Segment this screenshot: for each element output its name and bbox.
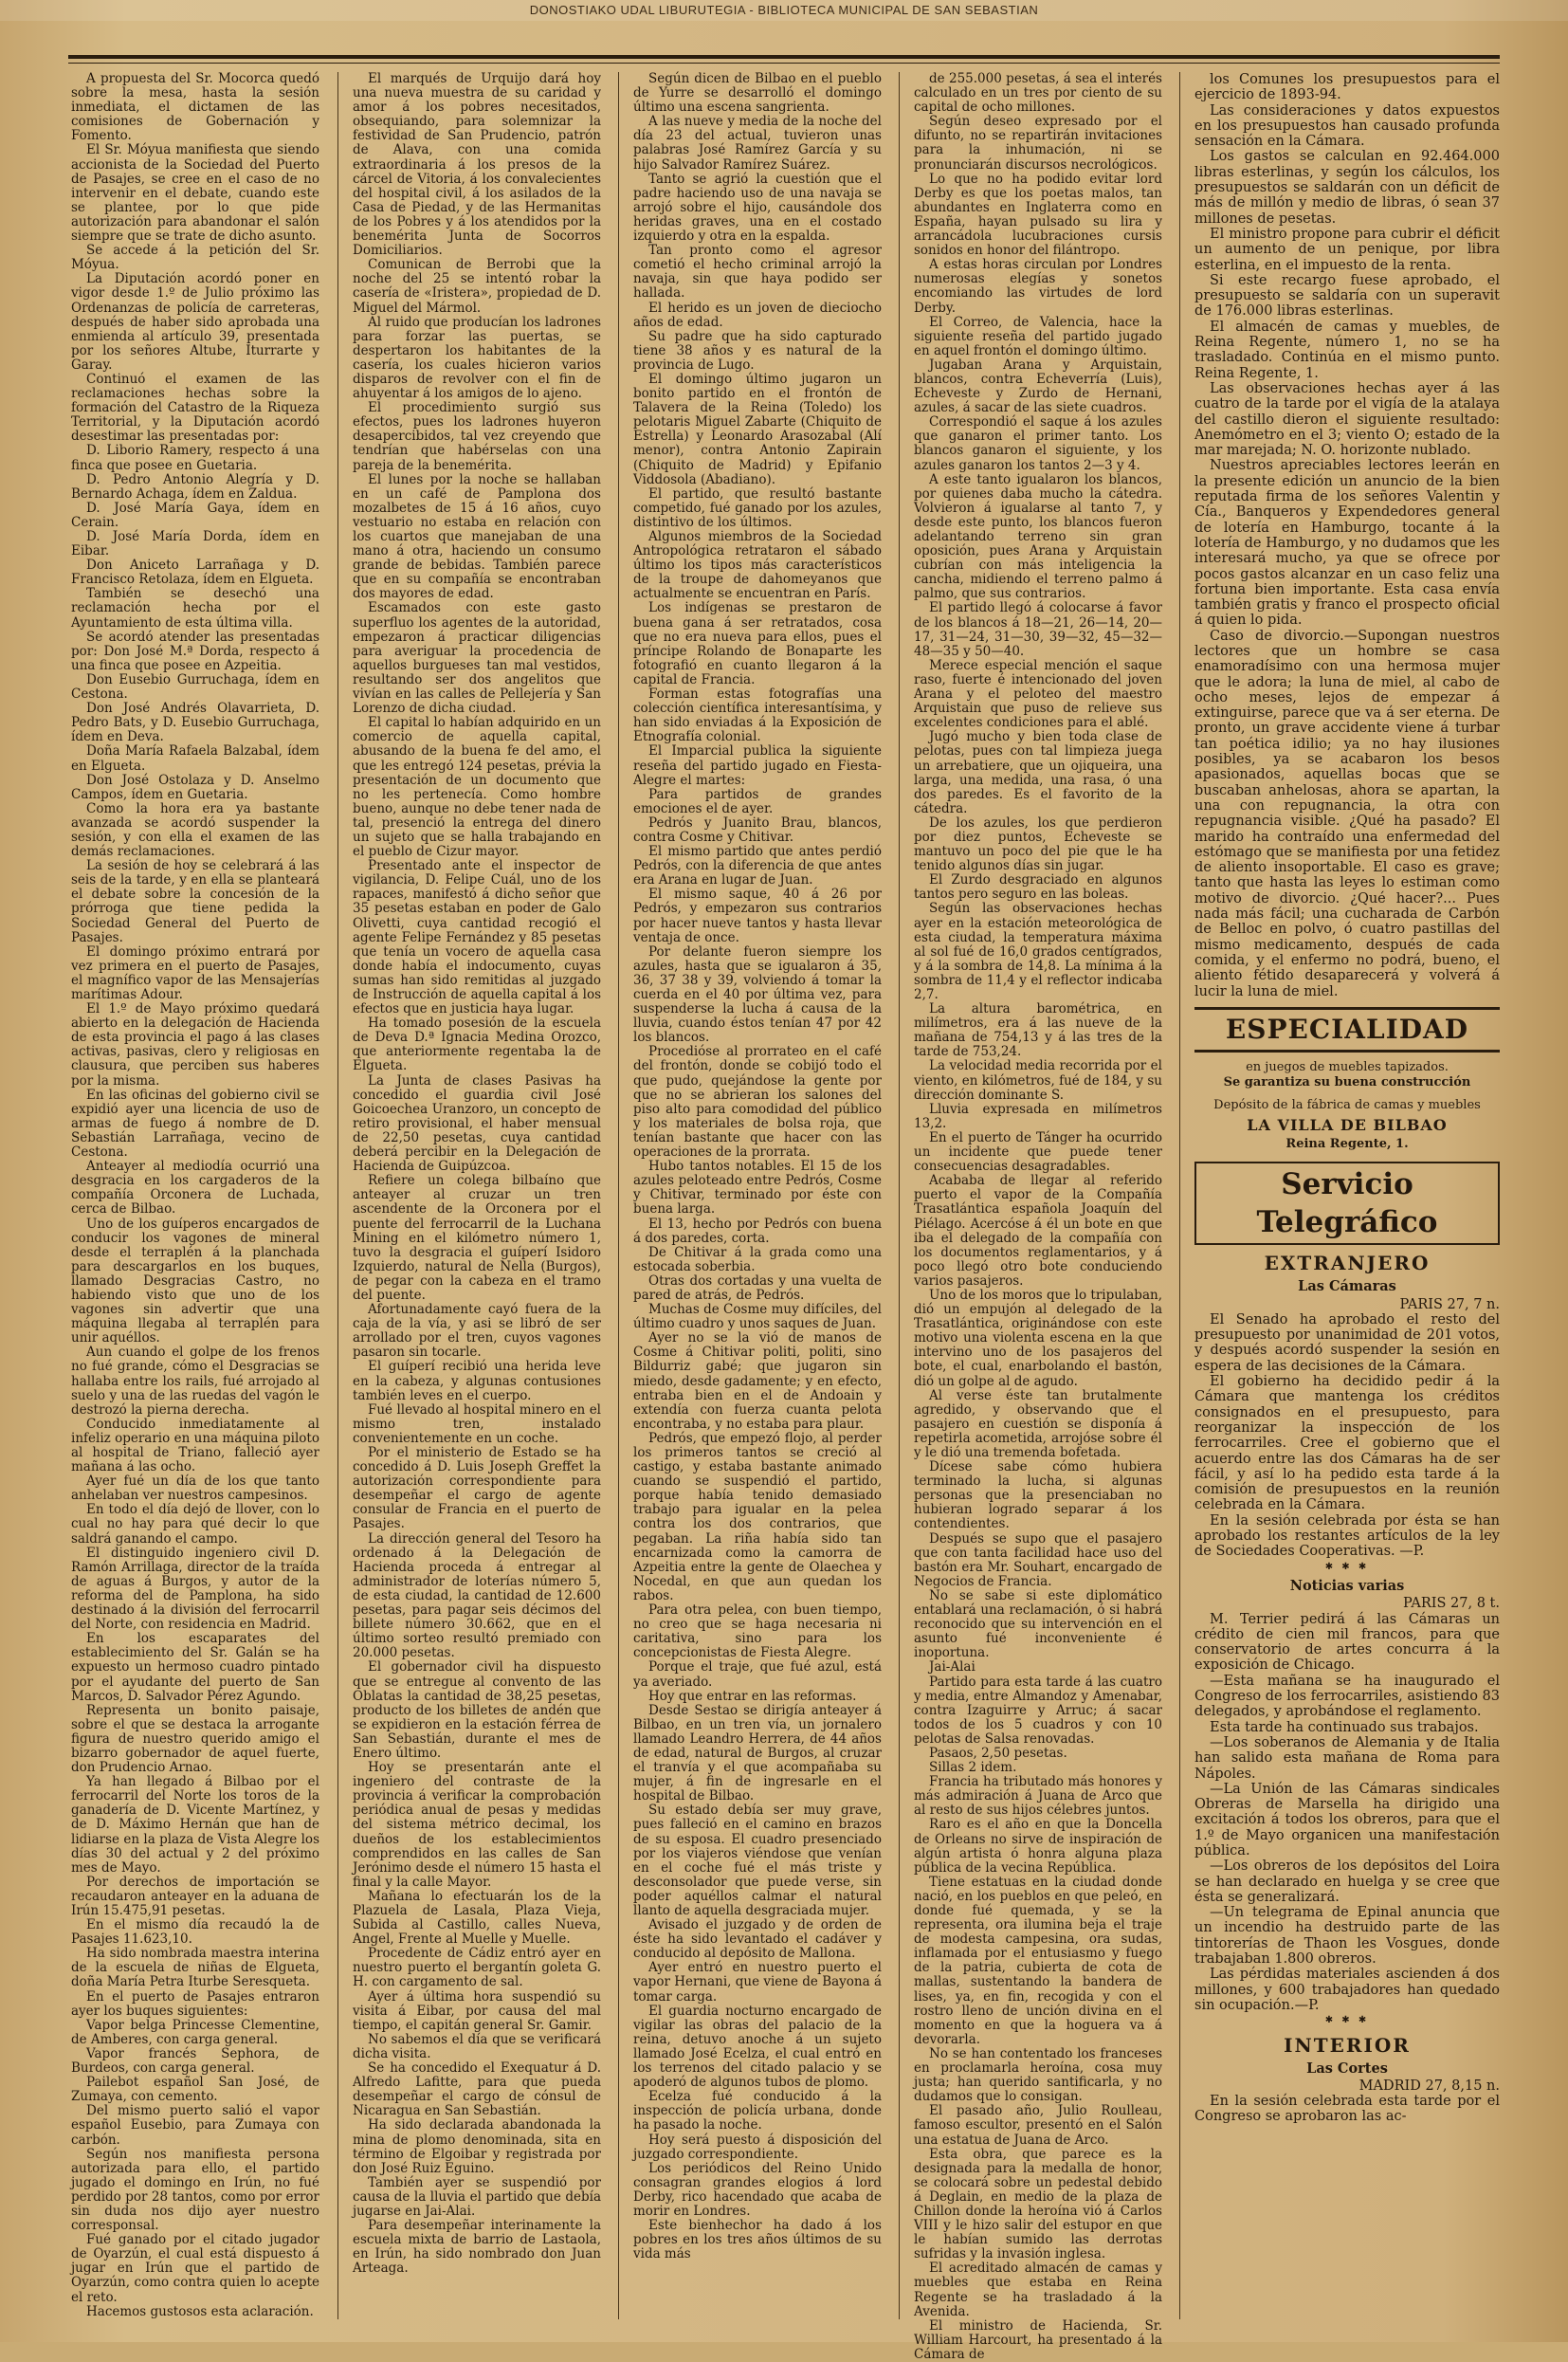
header-rule-thin (68, 63, 1500, 64)
paragraph: A este tanto igualaron los blancos, por quienes daba mucho la cátedra. Volvieron á igualarse al tanto 7, y desde este punto, los blancos fueron adelantando terreno sin gran oposición, pues Arana y Arquistain cubrían con más inteligencia la cancha, midiendo el terreno palmo á palmo, que sus contrarios. (914, 471, 1162, 602)
paragraph: Del mismo puerto salió el vapor español Eusebio, para Zumaya con carbón. (71, 2103, 319, 2148)
paragraph: Vapor belga Princesse Clementine, de Amberes, con carga general. (71, 2017, 319, 2047)
paragraph: Para otra pelea, con buen tiempo, no creo que se haga necesaria ni caritativa, sino para los concepcionistas de Fiesta Alegre. (633, 1602, 882, 1661)
paragraph: Refiere un colega bilbaíno que anteayer al cruzar un tren ascendente de la Orconera por el puente del ferrocarril de la Luchana Mining en el kilómetro número 1, tuvo la desgracia el guíperí Isidoro Izquierdo, natural de Nella (Burgos), de pegar con la cabeza en el tramo del puente. (353, 1173, 601, 1303)
paragraph: Su padre que ha sido capturado tiene 38 años y es natural de la provincia de Lugo. (633, 328, 882, 373)
paragraph: —Los obreros de los depósitos del Loira se han declarado en huelga y se cree que ésta se generalizará. (1194, 1858, 1500, 1905)
paragraph: El gobernador civil ha dispuesto que se entregue al convento de las Oblatas la cantidad de 38,25 pesetas, producto de los billetes de andén que se expidieron en la estación férrea de San Sebastián, durante el mes de Enero último. (353, 1659, 601, 1761)
paragraph: Tan pronto como el agresor cometió el hecho criminal arrojó la navaja, sin que haya podido ser hallada. (633, 243, 882, 302)
paragraph: Los periódicos del Reino Unido consagran grandes elogios á lord Derby, rico hacendado que acaba de morir en Londres. (633, 2160, 882, 2219)
paragraph: La Junta de clases Pasivas ha concedido el guardia civil José Goicoechea Uranzoro, un concepto de retiro provisional, el haber mensual de 22,50 pesetas, cuya cantidad deberá percibir en la Delegación de Hacienda de Guipúzcoa. (353, 1072, 601, 1175)
paragraph: La sesión de hoy se celebrará á las seis de la tarde, y en ella se planteará el debate sobre la concesión de la prórroga que tiene pedida la Sociedad General del Puerto de Pasajes. (71, 858, 319, 945)
paragraph: En las oficinas del gobierno civil se expidió ayer una licencia de uso de armas de fuego á nombre de D. Sebastián Larrañaga, vecino de Cestona. (71, 1087, 319, 1161)
paragraph: Forman estas fotografías una colección científica interesantísima, y han sido enviadas á la Exposición de Etnografía colonial. (633, 687, 882, 745)
paragraph: Hoy que entrar en las reformas. (648, 1688, 857, 1704)
paragraph: —Un telegrama de Epinal anuncia que un incendio ha destruido parte de las tintorerías de Thaon les Vosgues, donde trabajaban 1.800 obreros. (1194, 1905, 1500, 1968)
paragraph: Pailebot español San José, de Zumaya, con cemento. (71, 2075, 319, 2105)
paragraph: La altura barométrica, en milímetros, era á las nueve de la mañana de 754,13 y á las tres de la tarde de 753,24. (914, 1001, 1162, 1060)
paragraph: No se sabe si este diplomático entablará una reclamación, ó si habrá reconocido que su intervención en el asunto fué inconveniente é inoportuna. (914, 1587, 1162, 1661)
paragraph: Anteayer al mediodía ocurrió una desgracia en los cargaderos de la compañía Orconera de Luchada, cerca de Bilbao. (71, 1159, 319, 1218)
especialidad-line: en juegos de muebles tapizados. (1246, 1059, 1449, 1074)
paragraph: Ecelza fué conducido á la inspección de policía urbana, donde ha pasado la noche. (633, 2089, 882, 2133)
paragraph: Pedrós, que empezó flojo, al perder los primeros tantos se creció al castigo, y estaba bastante animado cuando se suspendió el partido, porque había tenido demasiado trabajo para igualar en la pelea contra los dos contrarios, que pegaban. La riña había sido tan encarnizada como la camorra de Azpeitia entre la gente de Olaechea y Nocedal, en que aun quedan los rabos. (633, 1430, 882, 1603)
extranjero-heading: EXTRANJERO (1264, 1252, 1431, 1275)
paragraph: Aun cuando el golpe de los frenos no fué grande, cómo el Desgracias se hallaba entre los rails, fué arrojado al suelo y una de las ruedas del vagón le destrozó la pierna derecha. (71, 1345, 319, 1418)
paragraph: El 1.º de Mayo próximo quedará abierto en la delegación de Hacienda de esta provincia el pago á las clases activas, pasivas, clero y religiosas en clausura, que perciben sus haberes por la misma. (71, 1001, 319, 1089)
news-block-1 (1194, 72, 1500, 999)
library-banner: DONOSTIAKO UDAL LIBURUTEGIA - BIBLIOTECA MUNICIPAL DE SAN SEBASTIAN (0, 0, 1568, 21)
paragraph: El guardia nocturno encargado de vigilar las obras del palacio de la reina, detuvo anoche á un sujeto llamado José Ecelza, el cual entró en los terrenos del citado palacio y se apoderó de algunos tubos de plomo. (633, 2003, 882, 2091)
paragraph: Afortunadamente cayó fuera de la caja de la vía, y asi se libró de ser arrollado por el tren, cuyos vagones pasaron sin tocarle. (353, 1302, 601, 1361)
paragraph: El partido, que resultó bastante competido, fué ganado por los azules, distintivo de los últimos. (633, 485, 882, 530)
paragraph: Don Eusebio Gurruchaga, ídem en Cestona. (71, 671, 319, 703)
paragraph: No sabemos el día que se verificará dicha visita. (353, 2031, 601, 2061)
paragraph: Procedente de Cádiz entró ayer en nuestro puerto el bergantín goleta G. H. con cargamento de sal. (353, 1946, 601, 1990)
paragraph: El Senado ha aprobado el resto del presupuesto por unanimidad de 201 votos, y después acordó suspender la sesión en espera de las decisiones de la Cámara. (1194, 1311, 1500, 1374)
paragraph: M. Terrier pedirá á las Cámaras un crédito de cien mil francos, para que conservatorio de artes concurra á la exposición de Chicago. (1194, 1611, 1500, 1674)
paragraph: El Imparcial publica la siguiente reseña del partido jugado en Fiesta-Alegre el martes: (633, 743, 882, 788)
paragraph: Tiene estatuas en la ciudad donde nació, en los pueblos en que peleó, en donde fué quemada, y se la representa, ora ilumina beja el traje de modesta campesina, ora sudas, inflamada por el entusiasmo y fuego de la patria, cubierta de cota de mallas, sustentando la bandera de lises, ya, en fin, recogida y con el rostro lleno de unción divina en el momento en que la hoguera va á devorarla. (914, 1874, 1162, 2047)
paragraph: Hacemos gustosos esta aclaración. (86, 2303, 314, 2319)
dateline: PARIS 27, 7 n. (1399, 1296, 1500, 1312)
paragraph: Este bienhechor ha dado á los pobres en los tres años últimos de su vida más (633, 2218, 882, 2262)
paragraph: Fué llevado al hospital minero en el mismo tren, instalado convenientemente en un coche. (353, 1401, 601, 1446)
paragraph: —Los soberanos de Alemania y de Italia han salido esta mañana de Roma para Nápoles. (1194, 1734, 1500, 1782)
column-divider (899, 72, 900, 2319)
paragraph: Otras dos cortadas y una vuelta de pared de atrás, de Pedrós. (633, 1273, 882, 1303)
paragraph: Ya han llegado á Bilbao por el ferrocarril del Norte los toros de la ganadería de D. Vicente Martínez, y de D. Máximo Hernán que han de lidiarse en la plaza de Vista Alegre los días 30 del actual y 2 del próximo mes de Mayo. (71, 1774, 319, 1876)
paragraph: Ha sido nombrada maestra interina de la escuela de niñas de Elgueta, doña María Petra Iturbe Seresqueta. (71, 1946, 319, 1990)
paragraph: Pasaos, 2,50 pesetas. (929, 1745, 1067, 1761)
especialidad-heading: ESPECIALIDAD (1194, 1007, 1500, 1053)
paragraph: Caso de divorcio.—Supongan nuestros lectores que un hombre se casa enamoradísimo con una hermosa mujer que le adora; la luna de miel, al cabo de ocho meses, lejos de empezar á extinguirse, parece que va á ser eterna. De pronto, un grave accidente viene á turbar tan poética idilio; ya no hay ilusiones posibles, ya se acabaron los besos apasionados, aquellas bocas que se buscaban anhelosas, ahora se apartan, la una con repugnancia, la otra con repugnancia visible. ¿Qué ha pasado? El marido ha contraído una enfermedad del estómago que se manifiesta por una fetidez de aliento insoportable. El caso es grave; tanto que hasta las leyes lo estiman como motivo de divorcio. ¿Qué hacer?... Pues nada más fácil; una cucharada de Carbón de Belloc en polvo, ó cuatro pastillas del mismo medicamento, después de cada comida, y el enfermo no podrá, bueno, el aliento fétido desaparecerá y volverá á lucir la luna de miel. (1194, 628, 1500, 999)
paragraph: El Zurdo desgraciado en algunos tantos pero seguro en las boleas. (914, 872, 1162, 903)
paragraph: Ha tomado posesión de la escuela de Deva D.ª Ignacia Medina Orozco, que anteriormente regentaba la de Elgueta. (353, 1016, 601, 1074)
paragraph: Se accede á la petición del Sr. Móyua. (71, 243, 319, 273)
paragraph: Para partidos de grandes emociones el de ayer. (633, 786, 882, 816)
paragraph: El domingo próximo entrará por vez primera en el puerto de Pasajes, el magnífico vapor de las Mensajerías marítimas Adour. (71, 943, 319, 1002)
paragraph: Hoy se presentarán ante el ingeniero del contraste de la provincia á verificar la comprobación periódica anual de pesas y medidas del sistema métrico decimal, los dueños de los establecimientos comprendidos en las calles de San Jerónimo desde el número 15 hasta el final y la calle Mayor. (353, 1760, 601, 1890)
paragraph: Nuestros apreciables lectores leerán en la presente edición un anuncio de la bien reputada firma de los señores Valentin y Cía., Banqueros y Expendedores general de lotería en Hamburgo, tocante á la lotería de Hamburgo, y no dudamos que les interesará mucho, ya que se ofrece por pocos gastos alcanzar en un caso feliz una fortuna bien importante. Esta casa envía también gratis y franco el prospecto oficial á quien lo pida. (1194, 458, 1500, 629)
paragraph: Hoy será puesto á disposición del juzgado correspondiente. (633, 2132, 882, 2162)
paragraph: Jugó mucho y bien toda clase de pelotas, pues con tal limpieza juega un arrebatiere, que un ojiqueira, una larga, una medida, una rasa, ó una dos paredes. Es el favorito de la cátedra. (914, 729, 1162, 816)
paragraph: Como la hora era ya bastante avanzada se acordó suspender la sesión, y con ella el examen de las demás reclamaciones. (71, 800, 319, 860)
section-stars: ✱ ✱ ✱ (1324, 2015, 1370, 2026)
paragraph: D. Pedro Antonio Alegría y D. Bernardo Achaga, ídem en Zaldua. (71, 471, 319, 502)
paragraph: Don José Andrés Olavarrieta, D. Pedro Bats, y D. Eusebio Gurruchaga, ídem en Deva. (71, 701, 319, 745)
paragraph: El gobierno ha decidido pedir á la Cámara que mantenga los créditos consignados en el presupuesto, para reorganizar la inspección de los ferrocarriles. Cree el gobierno que el acuerdo entre las dos Cámaras ha de ser fácil, y así lo ha pedido esta tarde á la comisión de presupuestos en la reunión celebrada en la Cámara. (1194, 1374, 1500, 1513)
paragraph: Se acordó atender las presentadas por: Don José M.ª Dorda, respecto á una finca que posee en Azpeitia. (71, 629, 319, 673)
paragraph: El acreditado almacén de camas y muebles que estaba en Reina Regente se ha trasladado á la Avenida. (914, 2261, 1162, 2319)
paragraph: A las nueve y media de la noche del día 23 del actual, tuvieron unas palabras José Ramírez García y su hijo Salvador Ramírez Suárez. (633, 114, 882, 173)
paragraph: El almacén de camas y muebles, de Reina Regente, número 1, no se ha trasladado. Continúa en el mismo punto. Reina Regente, 1. (1194, 319, 1500, 381)
column-3 (633, 72, 882, 2329)
camaras-subheading: Las Cámaras (1298, 1278, 1396, 1295)
paragraph: Por el ministerio de Estado se ha concedido á D. Luis Joseph Greffet la autorización correspondiente para desempeñar el cargo de agente consular de Francia en el puerto de Pasajes. (353, 1445, 601, 1532)
column-divider (1179, 72, 1180, 2319)
store-name: LA VILLA DE BILBAO (1247, 1115, 1448, 1134)
paragraph: Ha sido declarada abandonada la mina de plomo denominada, sita en término de Elgoibar y registrada por don José Ruiz Eguino. (353, 2117, 601, 2176)
section-stars: ✱ ✱ ✱ (1324, 1561, 1370, 1572)
paragraph: El marqués de Urquijo dará hoy una nueva muestra de su caridad y amor á los pobres necesitados, obsequiando, para solemnizar la festividad de San Prudencio, patrón de Alava, con una comida extraordinaria á los presos de la cárcel de Vitoria, á los convalecientes del hospital civil, á los asilados de la Casa de Piedad, y de las Hermanitas de los Pobres y á los atendidos por la benemérita Junta de Socorros Domiciliarios. (353, 71, 601, 259)
news-block-4 (1194, 2094, 1500, 2125)
paragraph: Ayer no se la vió de manos de Cosme á Chitivar politi, politi, sino Bildurriz gabé; que jugaron sin miedo, desde gadamente; y en efecto, entraba bien en el de Andoain y extendía con fuerza cuanta pelota encontraba, y no estaba para plaur. (633, 1330, 882, 1432)
paragraph: Las observaciones hechas ayer á las cuatro de la tarde por el vigía de la atalaya del castillo dieron el siguiente resultado: Anemómetro en el 3; viento O; estado de la mar marejada; N. O. horizonte nublado. (1194, 380, 1500, 459)
paragraph: La dirección general del Tesoro ha ordenado á la Delegación de Hacienda proceda á entregar al administrador de loterías número 5, de esta ciudad, la cantidad de 12.600 pesetas, para pagar seis décimos del billete número 30.662, que en el último sorteo resultó premiado con 20.000 pesetas. (353, 1530, 601, 1661)
paragraph: El domingo último jugaron un bonito partido en el frontón de Talavera de la Reina (Toledo) los pelotaris Miguel Zabarte (Chiquito de Estrella) y Leonardo Arasozabal (Alí menor), contra Antonio Zapirain (Chiquito de Madrid) y Epifanio Viddosola (Abadiano). (633, 371, 882, 487)
paragraph: Don José Ostolaza y D. Anselmo Campos, ídem en Guetaria. (71, 772, 319, 802)
paragraph: El mismo saque, 40 á 26 por Pedrós, y empezaron sus contrarios por hacer nueve tantos y hasta llevar ventaja de once. (633, 887, 882, 945)
paragraph: Don Aniceto Larrañaga y D. Francisco Retolaza, ídem en Elgueta. (71, 558, 319, 588)
paragraph: Según deseo expresado por el difunto, no se repartirán invitaciones para la inhumación, ni se pronunciarán discursos necrológicos. (914, 114, 1162, 173)
column-1 (71, 72, 319, 2329)
paragraph: de 255.000 pesetas, á sea el interés calculado en un tres por ciento de su capital de ocho millones. (914, 71, 1162, 116)
paragraph: Según las observaciones hechas ayer en la estación meteorológica de esta ciudad, la temperatura máxima al sol fué de 16,0 grados centígrados, y á la sombra de 14,8. La mínima á la sombra de 11,4 y el reflector indicaba 2,7. (914, 901, 1162, 1002)
paragraph: A estas horas circulan por Londres numerosas elegías y sonetos encomiando las virtudes de lord Derby. (914, 257, 1162, 316)
paragraph: El distinguido ingeniero civil D. Ramón Arrillaga, director de la traída de aguas á Burgos, y autor de la reforma del de Pamplona, ha sido destinado á la división del ferrocarril del Norte, con residencia en Madrid. (71, 1545, 319, 1633)
paragraph: Por derechos de importación se recaudaron anteayer en la aduana de Irún 15.475,91 pesetas. (71, 1874, 319, 1918)
servicio-telegrafico-heading: Servicio Telegráfico (1194, 1162, 1500, 1245)
paragraph: También se desechó una reclamación hecha por el Ayuntamiento de esta última villa. (71, 586, 319, 631)
paragraph: La Diputación acordó poner en vigor desde 1.º de Julio próximo las Ordenanzas de policía de carreteras, después de haber sido aprobada una enmienda al artículo 39, presentada por los señores Altube, Iturrarte y Garay. (71, 271, 319, 373)
paragraph: Lo que no ha podido evitar lord Derby es que los poetas malos, tan abundantes en Inglaterra como en España, hayan pulsado su lira y arrancádola lucubraciones cursis sonidos en honor del filántropo. (914, 171, 1162, 259)
paragraph: A propuesta del Sr. Mocorca quedó sobre la mesa, hasta la sesión inmediata, el dictamen de las comisiones de Gobernación y Fomento. (71, 71, 319, 144)
paragraph: Los indígenas se prestaron de buena gana á ser retratados, cosa que no era nueva para ellos, pues el príncipe Rolando de Bonaparte les fotografió en cuanto llegaron á la capital de Francia. (633, 600, 882, 687)
paragraph: De los azules, los que perdieron por diez puntos, Echeveste se mantuvo un poco del pie que le ha tenido algunos días sin jugar. (914, 815, 1162, 874)
column-2 (353, 72, 601, 2329)
paragraph: El capital lo habían adquirido en un comercio de aquella capital, abusando de la buena fe del amo, el que les entregó 124 pesetas, prévia la presentación de un documento que no les pertenecía. Como hombre bueno, aunque no debe tener nada de tal, presenció la entrega del dinero un sujeto que se halla trabajando en el pueblo de Cizur mayor. (353, 715, 601, 860)
paragraph: El Correo, de Valencia, hace la siguiente reseña del partido jugado en aquel frontón el domingo último. (914, 314, 1162, 358)
paragraph: los Comunes los presupuestos para el ejercicio de 1893-94. (1194, 72, 1500, 103)
column-divider (337, 72, 338, 2319)
column-5 (1194, 72, 1500, 2329)
paragraph: Doña María Rafaela Balzabal, ídem en Elgueta. (71, 743, 319, 774)
paragraph: El pasado año, Julio Roulleau, famoso escultor, presentó en el Salón una estatua de Juana de Arco. (914, 2103, 1162, 2148)
paragraph: Algunos miembros de la Sociedad Antropológica retrataron el sábado último los tipos más característicos de la troupe de dahomeyanos que actualmente se encuentran en París. (633, 529, 882, 602)
paragraph: Comunican de Berrobi que la noche del 25 se intentó robar la casería de «Iristera», propiedad de D. Miguel del Mármol. (353, 257, 601, 316)
especialidad-deposit: Depósito de la fábrica de camas y muebles (1213, 1098, 1481, 1113)
paragraph: Partido para esta tarde á las cuatro y media, entre Almandoz y Amenabar, contra Izaguirre y Arruc; á sacar todos de los 5 cuadros y con 10 pelotas de Salsa renovadas. (914, 1674, 1162, 1747)
interior-heading: INTERIOR (1284, 2033, 1411, 2057)
paragraph: Para desempeñar interinamente la escuela mixta de barrio de Lastaola, en Irún, ha sido nombrado don Juan Arteaga. (353, 2218, 601, 2277)
paragraph: Ayer entró en nuestro puerto el vapor Hernani, que viene de Bayona á tomar carga. (633, 1960, 882, 2005)
paragraph: Escamados con este gasto superfluo los agentes de la autoridad, empezaron á practicar diligencias para averiguar la procedencia de aquellos burgueses tan mal vestidos, resultando ser dos angelitos que vivían en las calles de Pellejería y San Lorenzo de dicha ciudad. (353, 600, 601, 717)
paragraph: Si este recargo fuese aprobado, el presupuesto se saldaría con un superavit de 176.000 libras esterlinas. (1194, 272, 1500, 320)
paragraph: Según dicen de Bilbao en el pueblo de Yurre se desarrolló el domingo último una escena sangrienta. (633, 71, 882, 116)
paragraph: En la sesión celebrada por ésta se han aprobado los restantes artículos de la ley de Sociedades Cooperativas. —P. (1194, 1512, 1500, 1560)
paragraph: D. José María Dorda, ídem en Eibar. (71, 529, 319, 559)
paragraph: Mañana lo efectuarán los de la Plazuela de Lasala, Plaza Vieja, Subida al Castillo, calles Nueva, Angel, Frente al Muelle y Muelle. (353, 1888, 601, 1948)
paragraph: Representa un bonito paisaje, sobre el que se destaca la arrogante figura de nuestro querido amigo el bizarro gobernador de aquel fuerte, don Prudencio Arnao. (71, 1702, 319, 1776)
paragraph: Acababa de llegar al referido puerto el vapor de la Compañía Trasatlántica española Joaquín del Piélago. Acercóse á él un bote en que iba el delegado de la compañía con los documentos reglamentarios, y á poco llegó otro bote conduciendo varios pasajeros. (914, 1173, 1162, 1289)
paragraph: El lunes por la noche se hallaban en un café de Pamplona dos mozalbetes de 15 á 16 años, cuyo vestuario no estaba en relación con los cuartos que manejaban de una mano á otra, haciendo un consumo grande de bebidas. También parece que en su compañía se encontraban dos mayores de edad. (353, 471, 601, 602)
paragraph: Uno de los guíperos encargados de conducir los vagones de mineral desde el terraplén á la planchada para descargarlos en los buques, llamado Desgracias Castro, no habiendo visto que uno de los vagones sin advertir que una máquina llegaba al terraplén para unir aquéllos. (71, 1216, 319, 1346)
paragraph: La velocidad media recorrida por el viento, en kilómetros, fué de 184, y su dirección dominante S. (914, 1058, 1162, 1103)
paragraph: Hubo tantos notables. El 15 de los azules peloteado entre Pedrós, Cosme y Chitivar, terminado por éste con buena larga. (633, 1159, 882, 1218)
paragraph: El procedimiento surgió sus efectos, pues los ladrones huyeron desapercibidos, tal vez creyendo que tendrían que habérselas con una pareja de la benemérita. (353, 400, 601, 473)
paragraph: Correspondió el saque á los azules que ganaron el primer tanto. Los blancos ganaron el siguiente, y los azules ganaron los tantos 2—3 y 4. (914, 414, 1162, 473)
paragraph: Pedrós y Juanito Brau, blancos, contra Cosme y Chitivar. (633, 815, 882, 845)
paragraph: Al verse éste tan brutalmente agredido, y observando que el pasajero en cuestión se disponía á repetirla acometida, arrojóse sobre él y le dió una tremenda bofetada. (914, 1387, 1162, 1460)
column-4 (914, 71, 1162, 2362)
paragraph: Las consideraciones y datos expuestos en los presupuestos han causado profunda sensación en la Cámara. (1194, 102, 1500, 150)
paragraph: Merece especial mención el saque raso, fuerte é intencionado del joven Arana y el peloteo del maestro Arquistain que puso de relieve sus excelentes condiciones para el ablé. (914, 657, 1162, 731)
dateline: PARIS 27, 8 t. (1402, 1596, 1500, 1612)
paragraph: D. Liborio Ramery, respecto á una finca que posee en Guetaria. (71, 443, 319, 473)
paragraph: Porque el traje, que fué azul, está ya averiado. (633, 1659, 882, 1690)
paragraph: Procedióse al prorrateo en el café del frontón, donde se cobijó todo el que pudo, quejándose la gente por que no se abrieran los salones del piso alto para comodidad del público y los materiales de bolsa roja, que tenían bastante que hacer con las operaciones de la prorrata. (633, 1044, 882, 1161)
paragraph: Al ruido que producían los ladrones para forzar las puertas, se despertaron los habitantes de la casería, los cuales hicieron varios disparos de revolver con el fin de ahuyentar á los amigos de lo ajeno. (353, 314, 601, 402)
column-divider (618, 72, 619, 2319)
paragraph: Según nos manifiesta persona autorizada para ello, el partido jugado el domingo en Irún, no fué perdido por 28 tantos, como por error sin duda nos dijo ayer nuestro corresponsal. (71, 2146, 319, 2234)
paragraph: Esta obra, que parece es la designada para la medalla de honor, se colocará sobre un pedestal debido á Deglain, en medio de la plaza de Chillon donde la heroína vió á Carlos VIII y le hizo salir del estupor en que le habían sumido las derrotas sufridas y la invasión inglesa. (914, 2146, 1162, 2262)
paragraph: Los gastos se calculan en 92.464.000 libras esterlinas, y según los cálculos, los presupuestos se saldarán con un déficit de más de millón y medio de libras, ó sean 37 millones de pesetas. (1194, 149, 1500, 227)
paragraph: Después se supo que el pasajero que con tanta facilidad hace uso del bastón era Mr. Souhart, encargado de Negocios de Francia. (914, 1530, 1162, 1589)
especialidad-line: Se garantiza su buena construcción (1223, 1075, 1471, 1090)
paragraph: En la sesión celebrada esta tarde por el Congreso se aprobaron las ac- (1194, 2094, 1500, 2125)
paragraph: Desde Sestao se dirigía anteayer á Bilbao, en un tren vía, un jornalero llamado Leandro Herrera, de 44 años de edad, natural de Burgos, al cruzar el tranvía y el que acompañaba su mujer, á fin de ingresarle en el hospital de Bilbao. (633, 1702, 882, 1804)
paragraph: Uno de los moros que lo tripulaban, dió un empujón al delegado de la Trasatlántica, originándose con este motivo una violenta escena en la que intervino uno de los pasajeros del bote, el cual, enarbolando el bastón, dió un golpe al de agudo. (914, 1287, 1162, 1389)
paragraph: Las pérdidas materiales ascienden á dos millones, y 600 trabajadores han quedado sin ocupación.—P. (1194, 1967, 1500, 2013)
store-address: Reina Regente, 1. (1285, 1137, 1409, 1151)
news-block-2 (1194, 1312, 1500, 1560)
paragraph: Esta tarde ha continuado sus trabajos. (1210, 1719, 1479, 1735)
news-block-3 (1194, 1612, 1500, 2014)
paragraph: El mismo partido que antes perdió Pedrós, con la diferencia de que antes era Arana en lugar de Juan. (633, 844, 882, 888)
paragraph: Tanto se agrió la cuestión que el padre haciendo uso de una navaja se arrojó sobre el hijo, causándole dos heridas graves, una en el costado izquierdo y otra en la espalda. (633, 171, 882, 245)
paragraph: Lluvia expresada en milímetros 13,2. (914, 1101, 1162, 1131)
paragraph: Raro es el año en que la Doncella de Orleans no sirve de inspiración de algún artista ó honra alguna plaza pública de la vecina República. (914, 1817, 1162, 1876)
paragraph: Por delante fueron siempre los azules, hasta que se igualaron á 35, 36, 37 38 y 39, volviendo á tomar la cuerda en el 40 por última vez, para suspenderse la lucha á causa de la lluvia, cuando éstos tenían 47 por 42 los blancos. (633, 943, 882, 1046)
paragraph: Ayer á última hora suspendió su visita á Eibar, por causa del mal tiempo, el capitán general Sr. Gamir. (353, 1988, 601, 2033)
paragraph: El guíperí recibió una herida leve en la cabeza, y algunas contusiones también leves en el cuerpo. (353, 1359, 601, 1403)
paragraph: Fué ganado por el citado jugador de Oyarzún, el cual está dispuesto á jugar en Irún que el partido de Oyarzún, como contra quien lo acepte el reto. (71, 2232, 319, 2305)
paragraph: Continuó el examen de las reclamaciones hechas sobre la formación del Catastro de la Riqueza Territorial, y la Diputación acordó desestimar las presentadas por: (71, 371, 319, 445)
paragraph: De Chitivar á la grada como una estocada soberbia. (633, 1244, 882, 1274)
paragraph: El partido llegó á colocarse á favor de los blancos á 18—21, 26—14, 20—17, 31—24, 31—30, 39—32, 45—32—48—35 y 50—40. (914, 600, 1162, 659)
paragraph: Se ha concedido el Exequatur á D. Alfredo Lafitte, para que pueda desempeñar el cargo de cónsul de Nicaragua en San Sebastián. (353, 2060, 601, 2119)
paragraph: —Esta mañana se ha inaugurado el Congreso de los ferrocarriles, asistiendo 83 delegados, y aprobándose el reglamento. (1194, 1673, 1500, 1720)
paragraph: El 13, hecho por Pedrós con buena á dos paredes, corta. (633, 1216, 882, 1246)
paragraph: Jai-Alai (929, 1659, 975, 1675)
paragraph: Su estado debía ser muy grave, pues falleció en el camino en brazos de su esposa. El cuadro presenciado por los viajeros viéndose que venían en el coche fué el más triste y desconsolador que puede verse, sin poder aquéllos calmar el natural llanto de aquella desgraciada mujer. (633, 1803, 882, 1918)
paragraph: D. José María Gaya, ídem en Cerain. (71, 500, 319, 530)
paragraph: Jugaban Arana y Arquistain, blancos, contra Echeverría (Luis), Echeveste y Zurdo de Hernani, azules, á sacar de las siete cuadros. (914, 357, 1162, 416)
paragraph: Avisado el juzgado y de orden de éste ha sido levantado el cadáver y conducido al depósito de Mallona. (633, 1917, 882, 1962)
paragraph: Francia ha tributado más honores y más admiración á Juana de Arco que al resto de sus hijos célebres juntos. (914, 1774, 1162, 1819)
paragraph: El ministro de Hacienda, Sr. William Harcourt, ha presentado á la Cámara de (914, 2317, 1162, 2362)
paragraph: Sillas 2 idem. (929, 1760, 1017, 1776)
paragraph: Ayer fué un día de los que tanto anhelaban ver nuestros campesinos. (71, 1474, 319, 1504)
dateline: MADRID 27, 8,15 n. (1358, 2078, 1500, 2094)
paragraph: —La Unión de las Cámaras sindicales Obreras de Marsella ha dirigido una excitación á todos los obreros, para que el 1.º de Mayo organicen una manifestación pública. (1194, 1781, 1500, 1858)
paragraph: Presentado ante el inspector de vigilancia, D. Felipe Cuál, uno de los rapaces, manifestó á dicho señor que 35 pesetas estaban en poder de Galo Olivetti, cuya cantidad recogió el agente Felipe Fernández y 85 pesetas que tenía un vocero de aquella casa donde había el indocumento, cuyas sumas han sido remitidas al juzgado de Instrucción de aquella capital á los efectos que en justicia haya lugar. (353, 858, 601, 1017)
paragraph: En el puerto de Pasajes entraron ayer los buques siguientes: (71, 1988, 319, 2019)
paragraph: Dícese sabe cómo hubiera terminado la lucha, si algunas personas que la presenciaban no hubieran logrado separar á los contendientes. (914, 1459, 1162, 1532)
paragraph: En el mismo día recaudó la de Pasajes 11.623,10. (71, 1917, 319, 1948)
header-rule-thick (68, 55, 1500, 59)
paragraph: En todo el día dejó de llover, con lo cual no hay para qué decir lo que saldrá ganando el campo. (71, 1502, 319, 1547)
paragraph: Conducido inmediatamente al infeliz operario en una máquina piloto al hospital de Triano, falleció ayer mañana á las ocho. (71, 1416, 319, 1475)
paragraph: El ministro propone para cubrir el déficit un aumento de un penique, por libra esterlina, en el impuesto de la renta. (1194, 226, 1500, 273)
cortes-subheading: Las Cortes (1306, 2060, 1388, 2077)
paragraph: No se han contentado los franceses en proclamarla heroína, cosa muy justa; han querido santificarla, y no dudamos que lo consigan. (914, 2045, 1162, 2105)
noticias-subheading: Noticias varias (1289, 1577, 1405, 1594)
paragraph: El Sr. Móyua manifiesta que siendo accionista de la Sociedad del Puerto de Pasajes, se cree en el caso de no intervenir en el debate, cuando este se plantee, por lo que pide autorización para abandonar el salón siempre que se trate de dicho asunto. (71, 142, 319, 245)
paragraph: Vapor francés Sephora, de Burdeos, con carga general. (71, 2045, 319, 2077)
paragraph: El herido es un joven de dieciocho años de edad. (633, 300, 882, 330)
paragraph: En los escaparates del establecimiento del Sr. Galán se ha expuesto un hermoso cuadro pintado por el ayudante del puerto de San Marcos, D. Salvador Pérez Agundo. (71, 1631, 319, 1704)
paragraph: En el puerto de Tánger ha ocurrido un incidente que puede tener consecuencias desagradables. (914, 1129, 1162, 1175)
paragraph: También ayer se suspendió por causa de la lluvia el partido que debía jugarse en Jai-Alai. (353, 2174, 601, 2219)
paragraph: Muchas de Cosme muy difíciles, del último cuadro y unos saques de Juan. (633, 1302, 882, 1332)
